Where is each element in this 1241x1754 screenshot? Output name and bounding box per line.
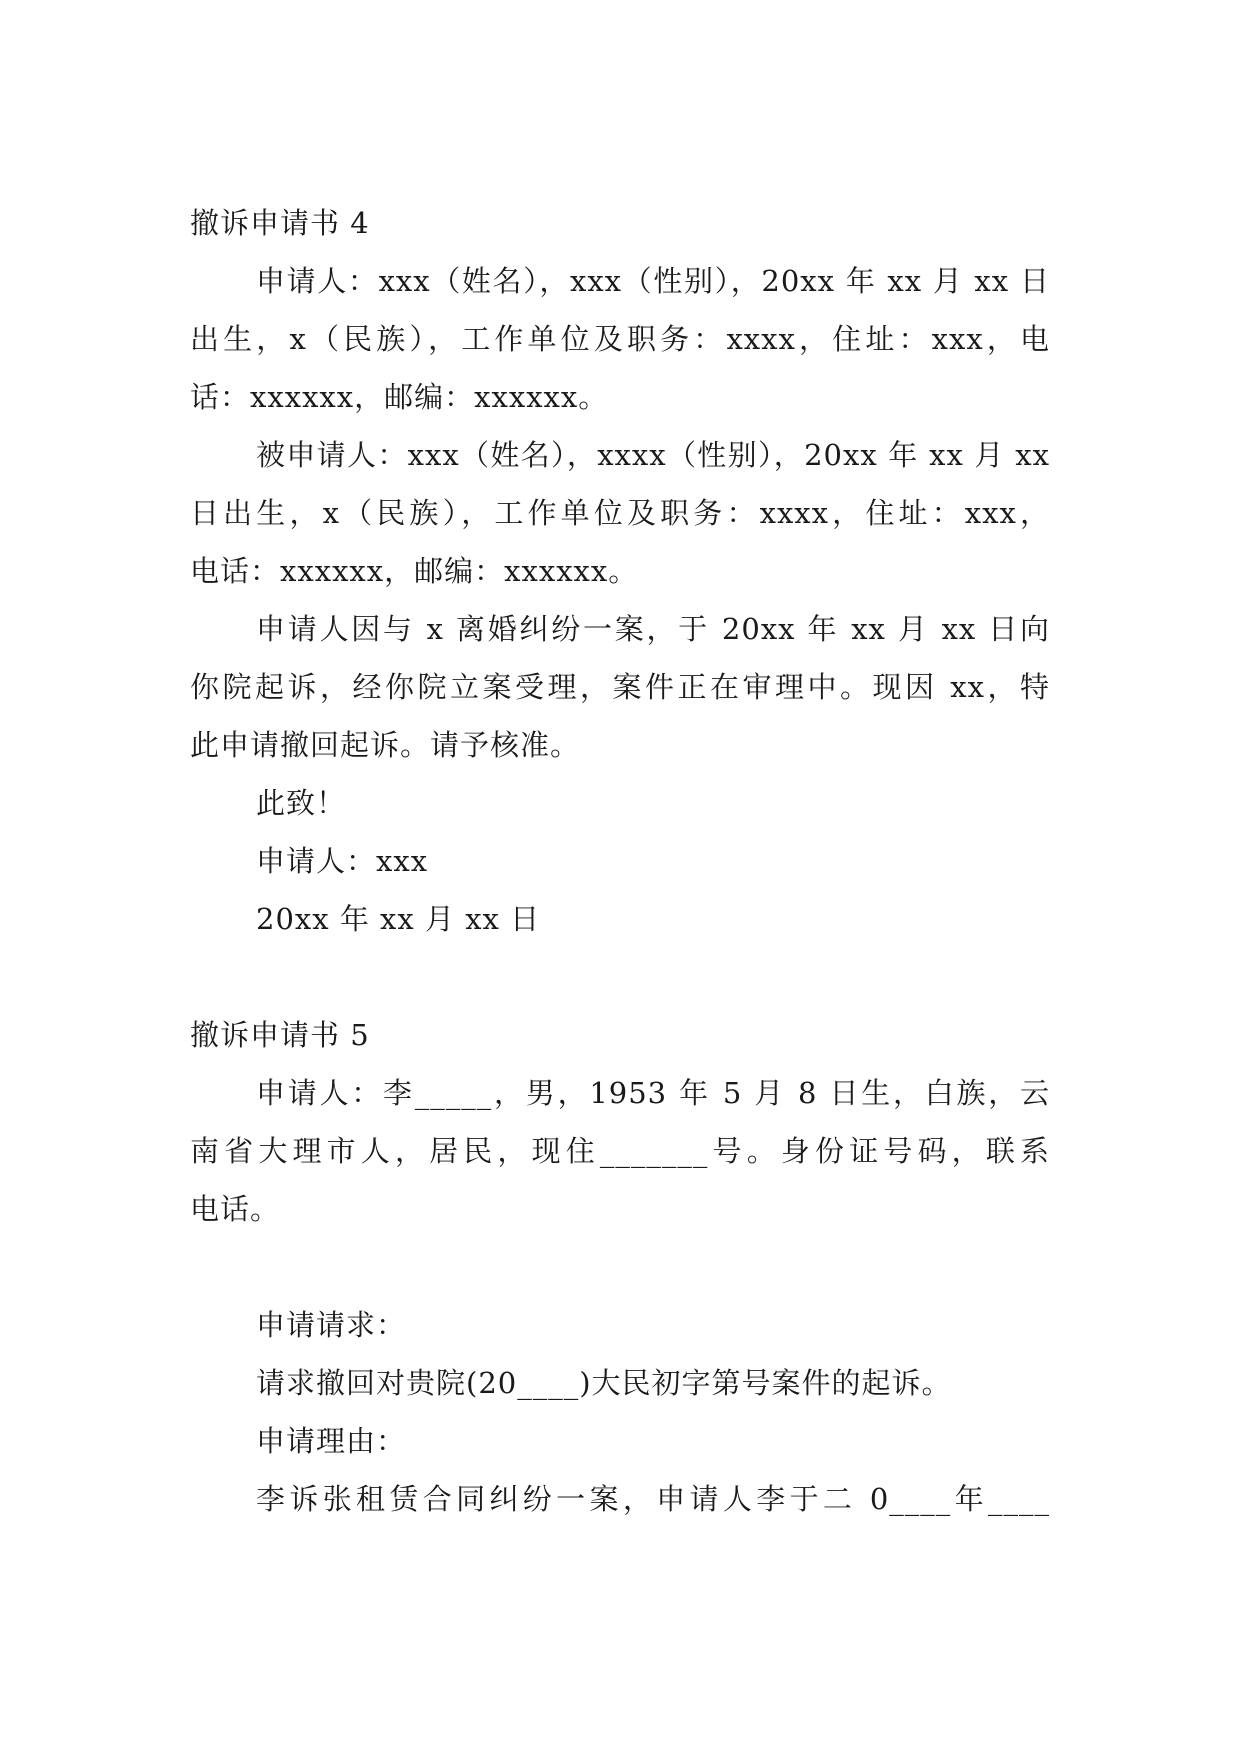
signature-applicant: 申请人：xxx bbox=[256, 844, 429, 878]
request-heading: 申请请求： bbox=[256, 1308, 407, 1342]
salutation: 此致！ bbox=[256, 786, 347, 820]
applicant-line-1: 申请人：xxx（姓名），xxx（性别），20xx 年 xx 月 xx 日 bbox=[256, 264, 1050, 298]
applicant5-line-2: 南省大理市人，居民，现住_______号。身份证号码，联系 bbox=[190, 1134, 1050, 1168]
applicant-line-2: 出生，x（民族），工作单位及职务：xxxx，住址：xxx，电 bbox=[190, 322, 1050, 356]
statement-line-3: 此申请撤回起诉。请予核准。 bbox=[190, 728, 581, 762]
respondent-line-3: 电话：xxxxxx，邮编：xxxxxx。 bbox=[190, 554, 639, 588]
applicant5-line-3: 电话。 bbox=[190, 1192, 281, 1226]
applicant5-line-1: 申请人：李_____，男，1953 年 5 月 8 日生，白族，云 bbox=[256, 1076, 1050, 1110]
section-5-title: 撤诉申请书 5 bbox=[190, 1018, 370, 1052]
applicant-line-3: 话：xxxxxx，邮编：xxxxxx。 bbox=[190, 380, 609, 414]
statement-line-1: 申请人因与 x 离婚纠纷一案，于 20xx 年 xx 月 xx 日向 bbox=[256, 612, 1050, 646]
respondent-line-2: 日出生，x（民族），工作单位及职务：xxxx，住址：xxx， bbox=[190, 496, 1050, 530]
reason-heading: 申请理由： bbox=[256, 1424, 407, 1458]
request-text: 请求撤回对贵院(20____)大民初字第号案件的起诉。 bbox=[256, 1366, 952, 1400]
statement-line-2: 你院起诉，经你院立案受理，案件正在审理中。现因 xx，特 bbox=[190, 670, 1050, 704]
section-4-title: 撤诉申请书 4 bbox=[190, 206, 370, 240]
respondent-line-1: 被申请人：xxx（姓名），xxxx（性别），20xx 年 xx 月 xx bbox=[256, 438, 1050, 472]
reason-text-line-1: 李诉张租赁合同纠纷一案，申请人李于二 0____年____ bbox=[256, 1482, 1050, 1516]
signature-date: 20xx 年 xx 月 xx 日 bbox=[256, 902, 541, 936]
